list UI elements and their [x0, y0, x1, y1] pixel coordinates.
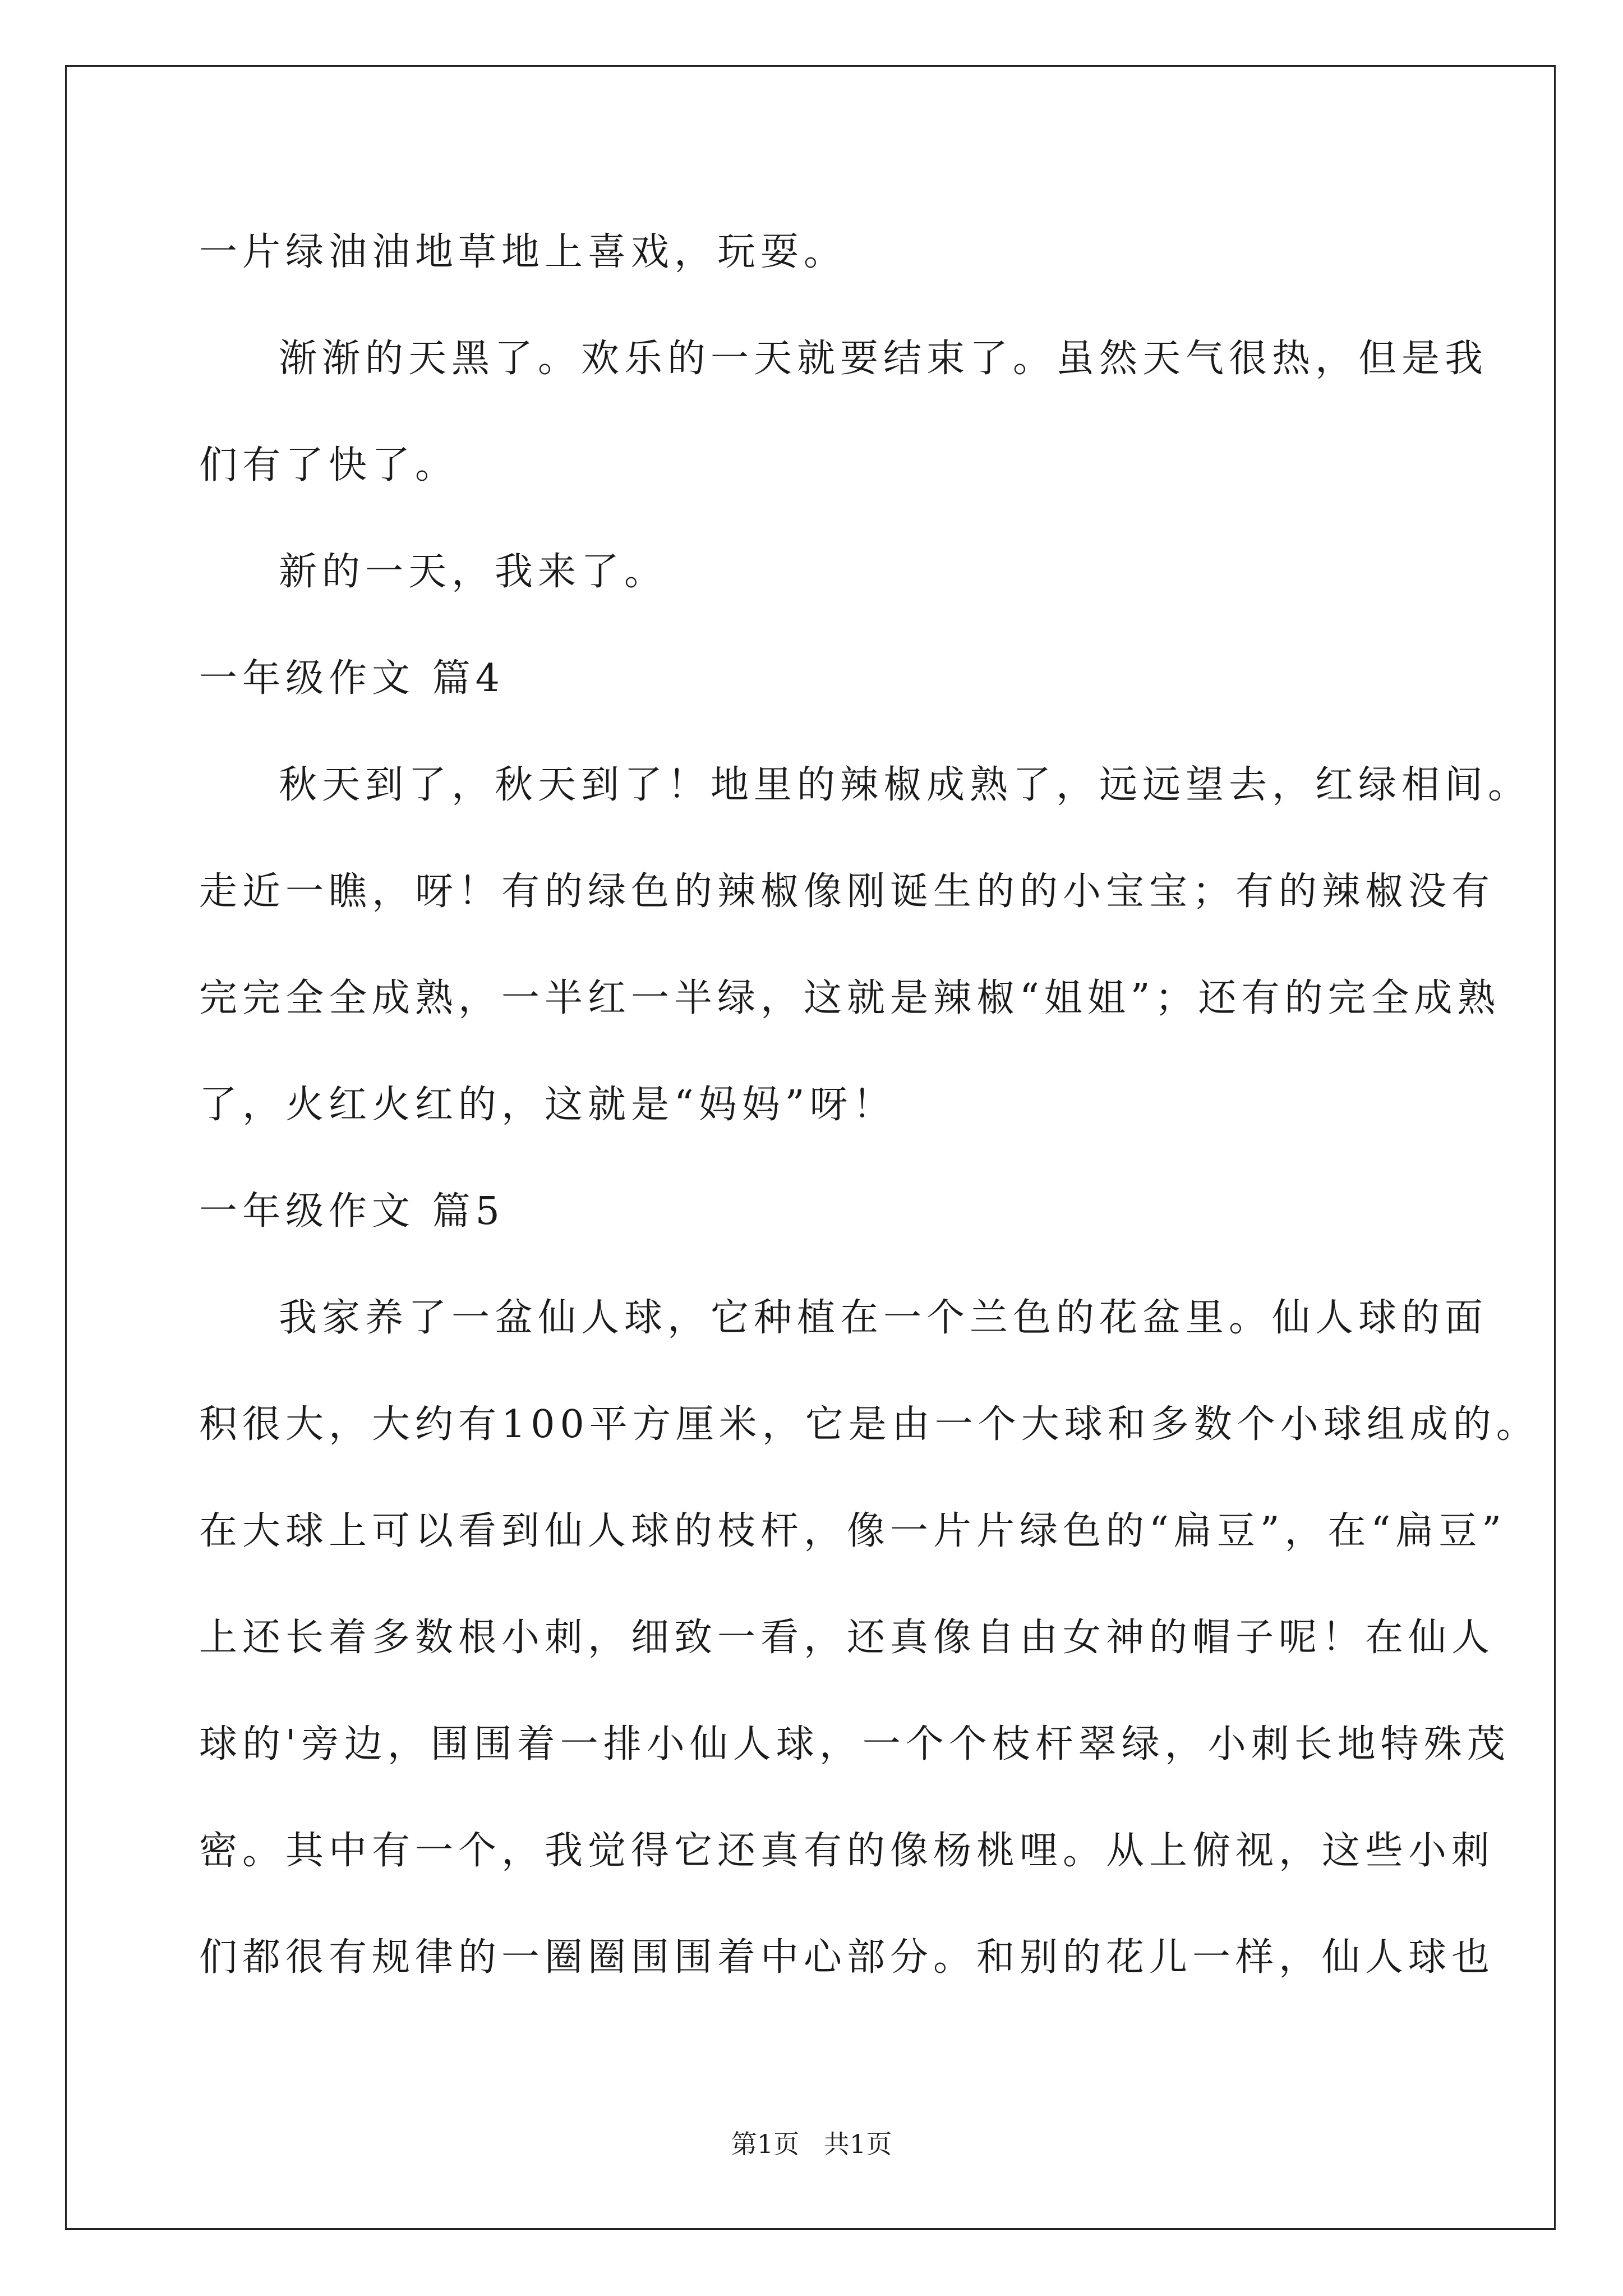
paragraph-line: 完完全全成熟，一半红一半绿，这就是辣椒“姐姐”；还有的完全成熟 — [199, 976, 1501, 1020]
paragraph-line: 球的'旁边，围围着一排小仙人球，一个个枝杆翠绿，小刺长地特殊茂 — [199, 1722, 1510, 1766]
section-heading: 一年级作文 篇5 — [199, 1189, 505, 1234]
section-heading: 一年级作文 篇4 — [199, 656, 505, 701]
paragraph-line: 了，火红火红的，这就是“妈妈”呀！ — [199, 1083, 896, 1127]
paragraph-line: 密。其中有一个，我觉得它还真有的像杨桃哩。从上俯视，这些小刺 — [199, 1829, 1495, 1873]
paragraph-line: 上还长着多数根小刺，细致一看，还真像自由女神的帽子呢！在仙人 — [199, 1616, 1495, 1660]
paragraph-line: 积很大，大约有100平方厘米，它是由一个大球和多数个小球组成的。 — [199, 1402, 1539, 1447]
paragraph-line: 在大球上可以看到仙人球的枝杆，像一片片绿色的“扁豆”，在“扁豆” — [199, 1509, 1507, 1553]
paragraph-line: 们都很有规律的一圈圈围围着中心部分。和别的花儿一样，仙人球也 — [199, 1935, 1495, 1980]
paragraph-line: 们有了快了。 — [199, 443, 459, 487]
paragraph-line: 渐渐的天黑了。欢乐的一天就要结束了。虽然天气很热，但是我 — [279, 337, 1488, 381]
paragraph-line: 秋天到了，秋天到了！地里的辣椒成熟了，远远望去，红绿相间。 — [279, 763, 1532, 807]
page-number-footer: 第1页 共1页 — [731, 2129, 892, 2159]
paragraph-line: 走近一瞧，呀！有的绿色的辣椒像刚诞生的的小宝宝；有的辣椒没有 — [199, 869, 1495, 914]
paragraph-line: 一片绿油油地草地上喜戏，玩耍。 — [199, 230, 847, 274]
paragraph-line: 新的一天，我来了。 — [279, 550, 668, 594]
paragraph-line: 我家养了一盆仙人球，它种植在一个兰色的花盆里。仙人球的面 — [279, 1296, 1488, 1340]
